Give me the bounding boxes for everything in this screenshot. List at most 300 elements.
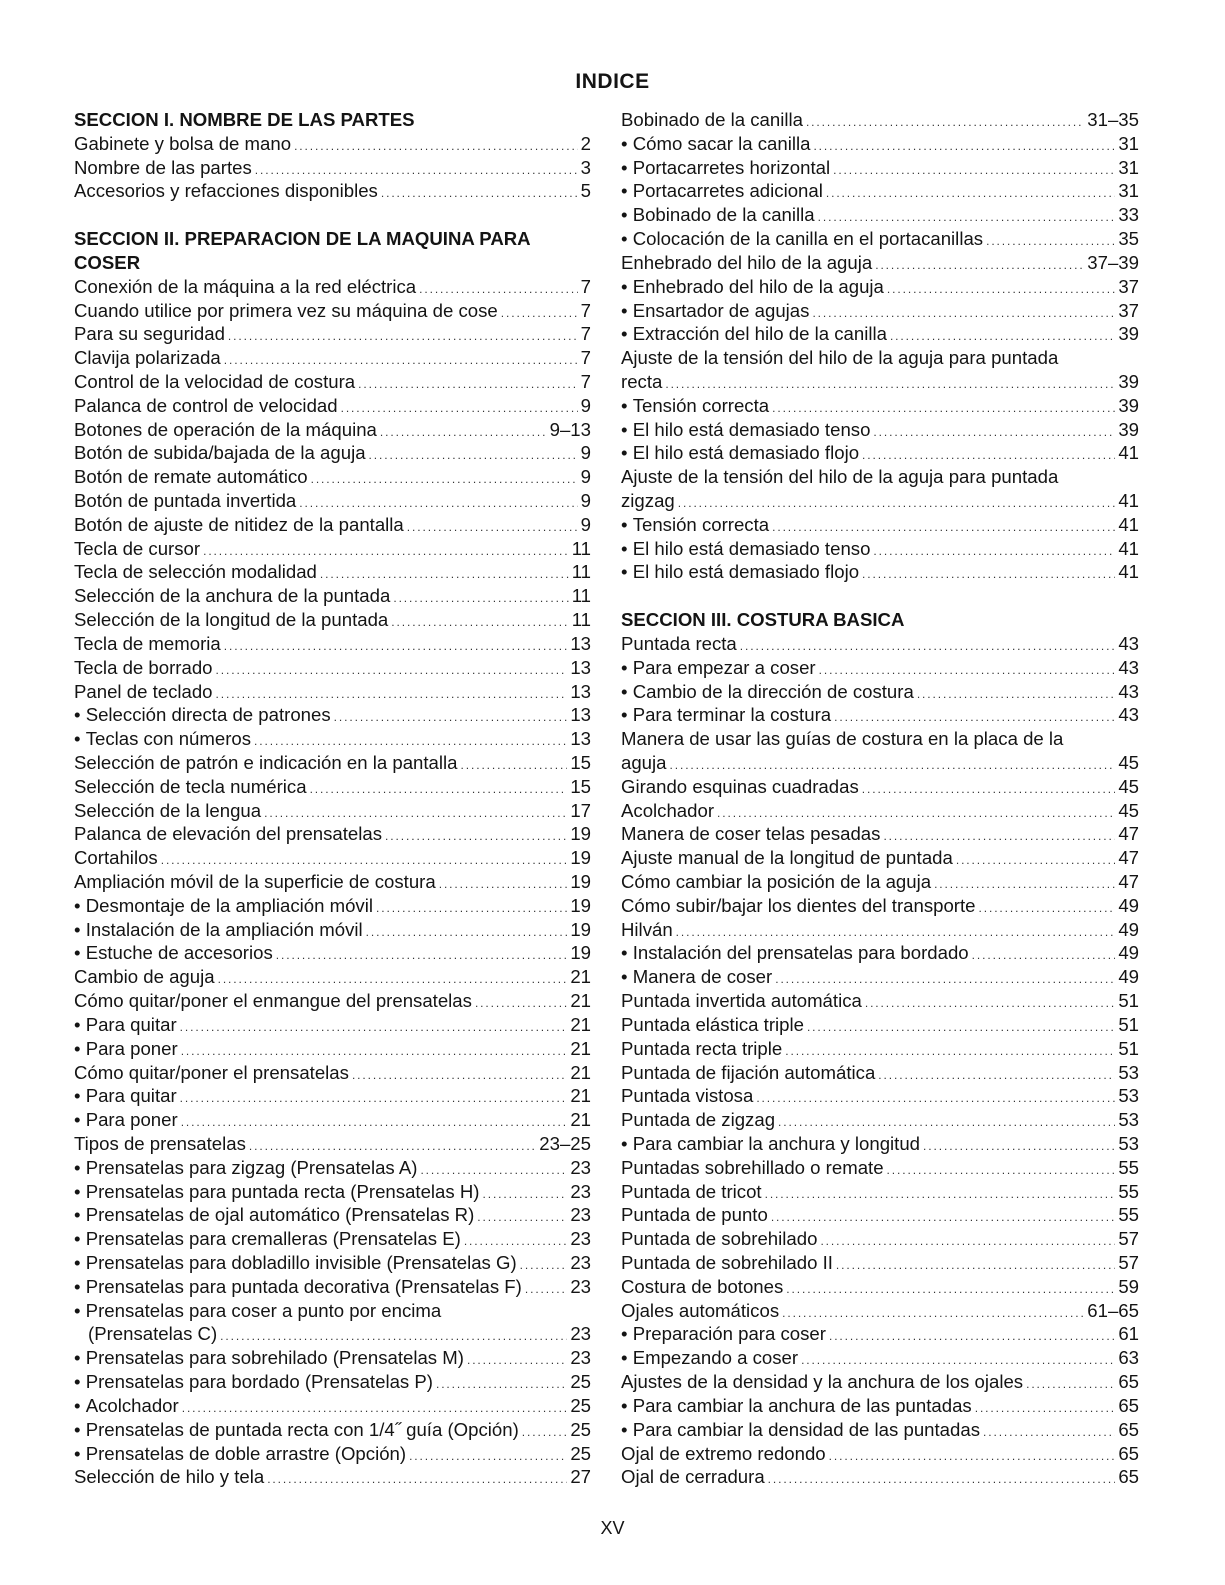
- spacer: [74, 203, 591, 227]
- dot-leader: [180, 1087, 568, 1111]
- toc-entry-title: Cómo subir/bajar los dientes del transporte: [621, 894, 976, 916]
- toc-entry-title: • Cómo sacar la canilla: [621, 132, 813, 156]
- toc-entry-title: Ojal de cerradura: [621, 1466, 765, 1488]
- toc-entry-title: • Prensatelas para cremalleras (Prensatelas E): [74, 1227, 464, 1251]
- toc-entry-title: • Prensatelas para dobladillo invisible (Prensatelas G): [74, 1251, 520, 1275]
- toc-entry-title: • Ensartador de agujas: [621, 299, 812, 323]
- toc-entry: [621, 1156, 1139, 1180]
- dot-leader: [771, 1206, 1115, 1230]
- toc-page-number: 19: [570, 918, 591, 940]
- toc-entry: [621, 846, 1139, 870]
- toc-subentry: [621, 1394, 1139, 1418]
- toc-subentry: [621, 441, 1139, 465]
- toc-page-number: 45: [1118, 775, 1139, 797]
- toc-entry-title: • Prensatelas para puntada decorativa (Prensatelas F): [74, 1275, 525, 1299]
- toc-subentry: [74, 1180, 591, 1204]
- toc-page-number: 51: [1118, 990, 1139, 1012]
- toc-entry-title: • Prensatelas para sobrehilado (Prensatelas M): [74, 1346, 467, 1370]
- toc-entry-title: • Portacarretes horizontal: [621, 156, 833, 180]
- dot-leader: [923, 1135, 1115, 1159]
- toc-page-number: 27: [570, 1466, 591, 1488]
- toc-page-number: 37–39: [1087, 251, 1139, 273]
- toc-page-number: 11: [571, 537, 591, 559]
- toc-entry-title: Control de la velocidad de costura: [74, 370, 356, 392]
- dot-leader: [826, 182, 1115, 206]
- toc-entry-title: Botón de subida/bajada de la aguja: [74, 442, 366, 464]
- toc-entry-title: Cómo quitar/poner el enmangue del prensatelas: [74, 990, 472, 1012]
- toc-page-number: 47: [1118, 823, 1139, 845]
- toc-subentry: [621, 537, 1139, 561]
- toc-entry: [621, 822, 1139, 846]
- toc-page-number: 19: [570, 894, 591, 916]
- toc-page-number: 21: [570, 1037, 591, 1059]
- toc-entry: [621, 251, 1139, 275]
- toc-page-number: 9: [580, 513, 591, 535]
- toc-page-number: 45: [1118, 799, 1139, 821]
- toc-entry: [621, 370, 1139, 394]
- toc-page-number: 11: [571, 609, 591, 631]
- toc-entry-title: Puntada elástica triple: [621, 1013, 804, 1035]
- toc-entry-title: • Prensatelas para puntada recta (Prensatelas H): [74, 1180, 482, 1204]
- toc-entry-title: Puntada de punto: [621, 1204, 768, 1226]
- dot-leader: [475, 992, 567, 1016]
- toc-entry: [74, 537, 591, 561]
- toc-page-number: 31: [1118, 132, 1139, 154]
- toc-entry-title: Panel de teclado: [74, 680, 213, 702]
- toc-page-number: 7: [580, 323, 591, 345]
- toc-page-number: 13: [570, 680, 591, 702]
- toc-entry: [621, 989, 1139, 1013]
- toc-subentry: [74, 1156, 591, 1180]
- toc-page-number: 23: [570, 1347, 591, 1369]
- dot-leader: [525, 1278, 567, 1302]
- toc-entry-title: • Prensatelas de doble arrastre (Opción): [74, 1442, 409, 1466]
- toc-subentry: [74, 894, 591, 918]
- toc-page-number: 65: [1118, 1442, 1139, 1464]
- toc-page-number: 17: [570, 799, 591, 821]
- toc-subentry: [621, 965, 1139, 989]
- toc-page-number: 41: [1118, 561, 1139, 583]
- toc-entry-title: Palanca de control de velocidad: [74, 394, 338, 416]
- dot-leader: [276, 944, 568, 968]
- toc-subentry: [74, 1108, 591, 1132]
- dot-leader: [829, 1325, 1115, 1349]
- dot-leader: [975, 1397, 1116, 1421]
- toc-page-number: 9: [580, 394, 591, 416]
- dot-leader: [352, 1064, 567, 1088]
- toc-page-number: 53: [1118, 1132, 1139, 1154]
- toc-entry: [74, 346, 591, 370]
- toc-page-number: 47: [1118, 847, 1139, 869]
- toc-page-number: 13: [570, 656, 591, 678]
- toc-entry-title: Tecla de memoria: [74, 632, 221, 654]
- toc-entry-title: Cambio de aguja: [74, 966, 215, 988]
- toc-entry-title: • Para quitar: [74, 1084, 180, 1108]
- toc-entry: [74, 179, 591, 203]
- toc-entry-title: Accesorios y refacciones disponibles: [74, 180, 378, 202]
- toc-page-number: 2: [580, 132, 591, 154]
- toc-page-number: 39: [1118, 370, 1139, 392]
- toc-page-number: 49: [1118, 918, 1139, 940]
- dot-leader: [820, 1230, 1115, 1254]
- toc-page-number: 41: [1118, 513, 1139, 535]
- toc-entry-title: Para su seguridad: [74, 323, 225, 345]
- toc-page-number: 53: [1118, 1061, 1139, 1083]
- toc-page-number: 9: [580, 490, 591, 511]
- toc-page-number: 13: [570, 704, 591, 726]
- dot-leader: [979, 897, 1116, 921]
- toc-subentry: [621, 513, 1139, 537]
- toc-entry: [74, 965, 591, 989]
- dot-leader: [467, 1349, 567, 1373]
- dot-leader: [887, 278, 1115, 302]
- toc-page-number: 21: [570, 1061, 591, 1083]
- toc-entry: [74, 1322, 591, 1346]
- toc-subentry: [74, 1084, 591, 1108]
- toc-entry: [621, 1061, 1139, 1085]
- toc-entry-title: • Para cambiar la anchura de las puntadas: [621, 1394, 975, 1418]
- toc-entry: [74, 156, 591, 180]
- toc-subentry: [621, 275, 1139, 299]
- toc-entry-title: Conexión de la máquina a la red eléctrica: [74, 275, 417, 297]
- toc-entry-title: Palanca de elevación del prensatelas: [74, 823, 383, 845]
- toc-page-number: 49: [1118, 894, 1139, 916]
- toc-subentry: [621, 322, 1139, 346]
- toc-page-number: 31: [1118, 156, 1139, 178]
- section-heading: SECCION I. NOMBRE DE LAS PARTES: [74, 109, 415, 130]
- toc-page-number: 41: [1118, 442, 1139, 464]
- dot-leader: [983, 1421, 1115, 1445]
- toc-entry: [74, 1061, 591, 1085]
- toc-entry-title: Puntada de sobrehilado II: [621, 1252, 833, 1273]
- toc-entry: [621, 1203, 1139, 1227]
- toc-page-number: 65: [1118, 1371, 1139, 1393]
- toc-page-number: 41: [1118, 490, 1139, 511]
- dot-leader: [334, 706, 568, 730]
- dot-leader: [768, 1468, 1116, 1492]
- toc-entry-title: • Manera de coser: [621, 965, 775, 989]
- toc-page-number: 9–13: [549, 418, 591, 440]
- dot-leader: [917, 683, 1116, 707]
- toc-entry-title: Costura de botones: [621, 1275, 784, 1297]
- toc-entry-title: • Colocación de la canilla en el portacanillas: [621, 227, 986, 251]
- toc-subentry: [621, 394, 1139, 418]
- toc-entry-title: • Estuche de accesorios: [74, 941, 276, 965]
- toc-entry: [74, 822, 591, 846]
- toc-entry-title: Puntada de tricot: [621, 1180, 762, 1202]
- toc-entry-title: Bobinado de la canilla: [621, 109, 803, 130]
- dot-leader: [407, 516, 578, 540]
- toc-page-number: 43: [1118, 704, 1139, 726]
- toc-entry-title: • Cambio de la dirección de costura: [621, 680, 917, 704]
- spacer: [621, 584, 1139, 608]
- dot-leader: [520, 1254, 568, 1278]
- toc-page-number: 21: [570, 1085, 591, 1107]
- toc-entry-title: Puntada de fijación automática: [621, 1061, 876, 1083]
- toc-entry: [74, 799, 591, 823]
- toc-entry-title: • Extracción del hilo de la canilla: [621, 322, 890, 346]
- toc-page-number: 5: [580, 180, 591, 202]
- toc-page-number: 21: [570, 966, 591, 988]
- toc-entry-title: Cómo cambiar la posición de la aguja: [621, 871, 932, 892]
- toc-entry-title: aguja: [621, 751, 667, 773]
- toc-entry-title: Selección de patrón e indicación en la pantalla: [74, 751, 458, 773]
- dot-leader: [807, 1016, 1115, 1040]
- toc-page-number: 23–25: [539, 1132, 591, 1154]
- dot-leader: [873, 421, 1115, 445]
- toc-entry-title: • Preparación para coser: [621, 1322, 829, 1346]
- toc-entry-title: recta: [621, 370, 663, 392]
- toc-entry-text: Ajuste de la tensión del hilo de la aguja para puntada: [621, 347, 1059, 369]
- toc-entry-title: Ojal de extremo redondo: [621, 1442, 826, 1464]
- toc-entry-title: Tecla de selección modalidad: [74, 561, 317, 583]
- toc-page-number: 25: [570, 1418, 591, 1440]
- dot-leader: [813, 135, 1115, 159]
- dot-leader: [482, 1183, 567, 1207]
- toc-page-number: 19: [570, 823, 591, 845]
- toc-entry: [74, 680, 591, 704]
- toc-page-number: 43: [1118, 656, 1139, 678]
- toc-page-number: 25: [570, 1442, 591, 1464]
- dot-leader: [956, 849, 1115, 873]
- toc-entry: [621, 894, 1139, 918]
- toc-subentry: [74, 1275, 591, 1299]
- toc-subentry: [74, 1037, 591, 1061]
- toc-subentry: [621, 132, 1139, 156]
- toc-subentry: [74, 727, 591, 751]
- toc-entry: [621, 1084, 1139, 1108]
- toc-entry-title: Botón de puntada invertida: [74, 490, 297, 511]
- toc-entry: [74, 632, 591, 656]
- toc-page-number: 13: [570, 632, 591, 654]
- toc-entry: [621, 918, 1139, 942]
- toc-subentry: [621, 656, 1139, 680]
- toc-subentry: [621, 1322, 1139, 1346]
- toc-entry-title: • El hilo está demasiado tenso: [621, 418, 873, 442]
- dot-leader: [369, 444, 578, 468]
- toc-entry-title: zigzag: [621, 490, 675, 511]
- dot-leader: [765, 1183, 1116, 1207]
- toc-page-number: 7: [580, 299, 591, 321]
- toc-entry: [74, 560, 591, 584]
- toc-subentry: [621, 1418, 1139, 1442]
- toc-entry: [621, 1013, 1139, 1037]
- toc-page-number: 51: [1118, 1037, 1139, 1059]
- dot-leader: [380, 421, 547, 445]
- toc-entry: [74, 989, 591, 1013]
- toc-page-number: 9: [580, 466, 591, 488]
- toc-entry: [621, 489, 1139, 513]
- toc-entry-title: • Desmontaje de la ampliación móvil: [74, 894, 376, 918]
- toc-page-number: 19: [570, 942, 591, 964]
- toc-entry: [621, 799, 1139, 823]
- toc-entry-title: • Para cambiar la densidad de las puntadas: [621, 1418, 983, 1442]
- toc-entry: [74, 846, 591, 870]
- toc-entry-title: Enhebrado del hilo de la aguja: [621, 251, 873, 273]
- toc-page-number: 49: [1118, 966, 1139, 988]
- toc-entry: [621, 1465, 1139, 1489]
- dot-leader: [833, 159, 1115, 183]
- toc-entry-title: Cuando utilice por primera vez su máquina de cose: [74, 299, 498, 321]
- toc-entry-title: Tecla de cursor: [74, 537, 201, 559]
- toc-entry-title: • El hilo está demasiado tenso: [621, 537, 873, 561]
- toc-page-number: 7: [580, 370, 591, 392]
- toc-entry-title: Clavija polarizada: [74, 347, 221, 369]
- toc-page-number: 39: [1118, 394, 1139, 416]
- toc-entry: [621, 1370, 1139, 1394]
- toc-page-number: 7: [580, 347, 591, 369]
- toc-page-number: 25: [570, 1394, 591, 1416]
- toc-subentry: [621, 203, 1139, 227]
- toc-entry: [621, 775, 1139, 799]
- toc-entry: [621, 751, 1139, 775]
- section-heading: SECCION III. COSTURA BASICA: [621, 609, 905, 631]
- toc-page-number: 23: [570, 1323, 591, 1345]
- toc-entry-title: Gabinete y bolsa de mano: [74, 132, 292, 154]
- dot-leader: [865, 992, 1115, 1016]
- toc-subentry: [74, 1394, 591, 1418]
- dot-leader: [310, 778, 568, 802]
- toc-page-number: 31: [1118, 180, 1139, 202]
- toc-entry: [74, 608, 591, 632]
- toc-page-number: 37: [1118, 299, 1139, 321]
- dot-leader: [501, 302, 578, 326]
- toc-page-number: 53: [1118, 1085, 1139, 1107]
- toc-entry: [74, 751, 591, 775]
- toc-entry-title: (Prensatelas C): [88, 1323, 218, 1345]
- toc-page-number: 65: [1118, 1418, 1139, 1440]
- toc-entry: [74, 370, 591, 394]
- toc-entry-title: • Tensión correcta: [621, 394, 772, 418]
- toc-entry-title: • Instalación de la ampliación móvil: [74, 918, 366, 942]
- toc-entry: [74, 418, 591, 442]
- toc-page-number: 43: [1118, 680, 1139, 702]
- toc-entry: [74, 656, 591, 680]
- toc-entry-title: • Prensatelas de puntada recta con 1/4˝ guía (Opción): [74, 1418, 522, 1442]
- toc-entry: [621, 1037, 1139, 1061]
- toc-entry: [621, 1227, 1139, 1251]
- toc-entry-title: • Empezando a coser: [621, 1346, 801, 1370]
- toc-entry: [621, 632, 1139, 656]
- toc-page-number: 53: [1118, 1109, 1139, 1131]
- dot-leader: [786, 1278, 1115, 1302]
- toc-subentry: [74, 918, 591, 942]
- toc-subentry: [621, 418, 1139, 442]
- dot-leader: [385, 825, 567, 849]
- toc-entry-title: • Para terminar la costura: [621, 703, 834, 727]
- toc-subentry: [74, 1346, 591, 1370]
- dot-leader: [366, 921, 568, 945]
- toc-entry-title: Puntada invertida automática: [621, 990, 862, 1012]
- dot-leader: [829, 1445, 1116, 1469]
- toc-entry-title: • Enhebrado del hilo de la aguja: [621, 275, 887, 299]
- toc-subentry: [74, 703, 591, 727]
- toc-entry: [74, 513, 591, 537]
- toc-page-number: 31–35: [1087, 109, 1139, 130]
- page-title: INDICE: [575, 70, 650, 93]
- toc-entry-title: • Teclas con números: [74, 727, 254, 751]
- toc-entry-title: Tipos de prensatelas: [74, 1132, 246, 1154]
- toc-page-number: 11: [571, 561, 591, 583]
- toc-entry-title: Tecla de borrado: [74, 656, 213, 678]
- toc-entry-title: • Prensatelas para bordado (Prensatelas P): [74, 1370, 436, 1394]
- toc-entry-title: Selección de la lengua: [74, 799, 262, 821]
- toc-entry-title: Puntada de zigzag: [621, 1109, 776, 1131]
- dot-leader: [522, 1421, 568, 1445]
- toc-page-number: 23: [570, 1252, 591, 1273]
- toc-page-number: 39: [1118, 323, 1139, 345]
- toc-entry-title: • Instalación del prensatelas para bordado: [621, 941, 972, 965]
- toc-entry: [74, 441, 591, 465]
- dot-leader: [409, 1445, 567, 1469]
- toc-page-number: 51: [1118, 1013, 1139, 1035]
- toc-subentry: [74, 1227, 591, 1251]
- dot-leader: [862, 563, 1115, 587]
- toc-page-number: 23: [570, 1275, 591, 1297]
- dot-leader: [862, 778, 1116, 802]
- toc-entry-title: Ajuste manual de la longitud de puntada: [621, 847, 953, 869]
- toc-entry-title: Puntada de sobrehilado: [621, 1228, 818, 1250]
- toc-subentry: [621, 1132, 1139, 1156]
- dot-leader: [887, 1159, 1116, 1183]
- toc-entry: [74, 1132, 591, 1156]
- toc-page-number: 3: [580, 156, 591, 178]
- toc-subentry: [621, 227, 1139, 251]
- toc-page-number: 23: [570, 1228, 591, 1250]
- toc-subentry: [74, 941, 591, 965]
- toc-page-number: 49: [1118, 942, 1139, 964]
- dot-leader: [875, 254, 1084, 278]
- toc-page-number: 15: [570, 775, 591, 797]
- toc-entry-title: Hilván: [621, 918, 673, 940]
- toc-entry-title: Selección de tecla numérica: [74, 775, 307, 797]
- toc-page-number: 7: [580, 275, 591, 297]
- toc-page-number: 19: [570, 847, 591, 869]
- toc-entry-title: Puntada vistosa: [621, 1085, 754, 1107]
- toc-subentry: [74, 1442, 591, 1466]
- toc-page-number: 21: [570, 1013, 591, 1035]
- page-number: XV: [600, 1518, 625, 1538]
- dot-leader: [972, 944, 1116, 968]
- toc-entry: [74, 775, 591, 799]
- toc-entry-title: Selección de la longitud de la puntada: [74, 609, 389, 631]
- dot-leader: [216, 659, 568, 683]
- toc-page-number: 15: [570, 751, 591, 773]
- toc-entry-text: Ajuste de la tensión del hilo de la aguja para puntada: [621, 466, 1059, 488]
- toc-entry-text: • Prensatelas para coser a punto por encima: [74, 1299, 442, 1321]
- toc-entry-title: Nombre de las partes: [74, 156, 252, 178]
- toc-page-number: 13: [570, 728, 591, 750]
- toc-subentry: [621, 179, 1139, 203]
- toc-page-number: 55: [1118, 1156, 1139, 1178]
- toc-subentry: [621, 1346, 1139, 1370]
- toc-entry-title: Cortahilos: [74, 847, 158, 869]
- dot-leader: [267, 1468, 567, 1492]
- toc-subentry: [621, 156, 1139, 180]
- dot-leader: [228, 325, 578, 349]
- toc-entry-title: Puntada recta triple: [621, 1037, 783, 1059]
- toc-entry: [621, 1442, 1139, 1466]
- toc-page-number: 21: [570, 1109, 591, 1131]
- section-heading: COSER: [74, 251, 141, 273]
- toc-entry-title: • Acolchador: [74, 1394, 182, 1418]
- toc-subentry: [621, 560, 1139, 584]
- toc-entry-title: Girando esquinas cuadradas: [621, 775, 859, 797]
- dot-leader: [836, 1254, 1115, 1278]
- toc-entry-title: Selección de hilo y tela: [74, 1466, 265, 1488]
- toc-entry-title: • Selección directa de patrones: [74, 703, 334, 727]
- toc-page-number: 19: [570, 871, 591, 892]
